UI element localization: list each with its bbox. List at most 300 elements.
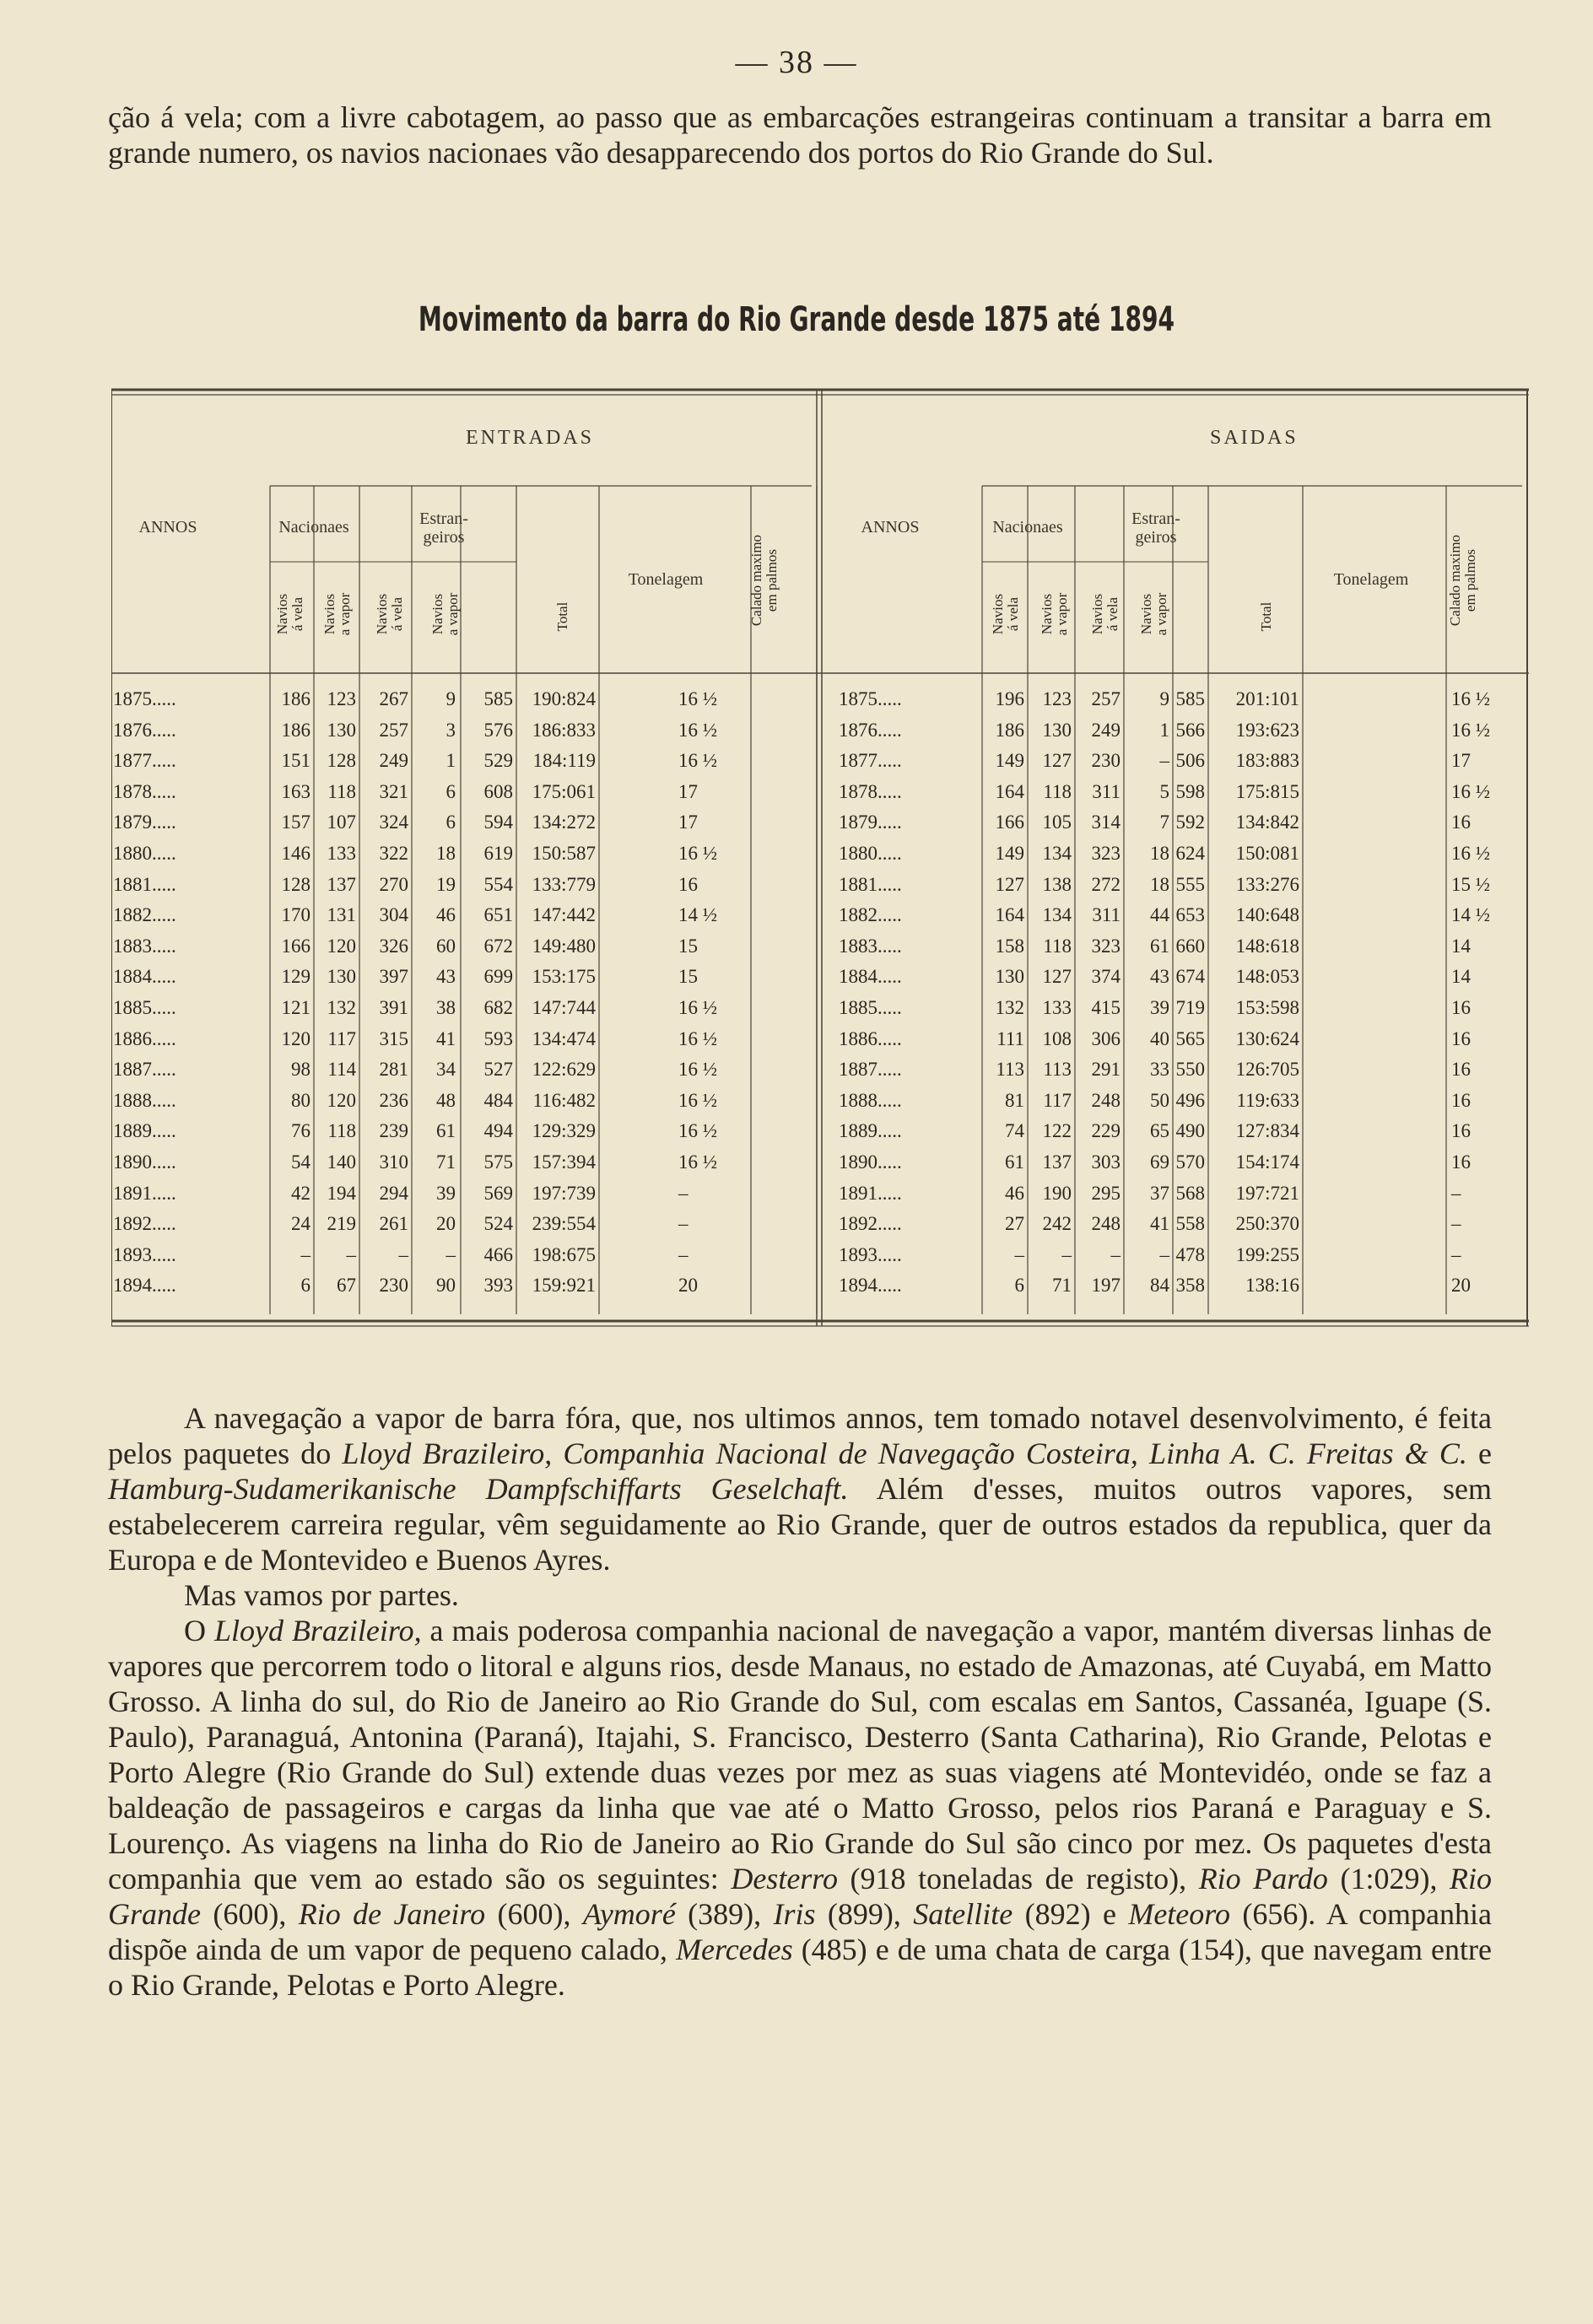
saidas-tonelagem-cell: 193:623 [1235, 719, 1299, 741]
saidas-estrangeiros-vapor-cell: 37 [1150, 1182, 1169, 1204]
saidas-calado-cell: – [1451, 1243, 1461, 1265]
saidas-nacionaes-vela-cell: 81 [1005, 1089, 1024, 1111]
saidas-anno-cell: 1889..... [839, 1120, 902, 1142]
saidas-total-cell: 566 [1175, 719, 1205, 741]
entradas-estrangeiros-vapor-cell: 48 [436, 1089, 456, 1111]
entradas-estrangeiros-vela-cell: 321 [379, 780, 408, 802]
entradas-nacionaes-vela-cell: 80 [291, 1089, 310, 1111]
navios-vapor-header-nac-sai: Navios a vapor [1039, 592, 1070, 636]
annos-header-entradas: ANNOS [138, 518, 197, 537]
entradas-calado-cell: 15 [678, 966, 698, 988]
saidas-tonelagem-cell: 148:618 [1235, 935, 1299, 957]
entradas-anno-cell: 1890..... [113, 1151, 176, 1173]
saidas-total-cell: 570 [1175, 1151, 1205, 1173]
saidas-nacionaes-vela-cell: 186 [995, 719, 1024, 741]
ship-rio-grande: Rio Grande [108, 1862, 1493, 1931]
entradas-estrangeiros-vela-cell: 324 [379, 812, 408, 833]
saidas-estrangeiros-vapor-cell: 7 [1159, 812, 1169, 833]
saidas-tonelagem-cell: 154:174 [1235, 1151, 1299, 1173]
entradas-total-cell: 608 [483, 780, 513, 802]
entradas-calado-cell: 16 ½ [678, 997, 717, 1018]
entradas-estrangeiros-vela-cell: 261 [379, 1213, 408, 1235]
saidas-calado-cell: 16 [1451, 1120, 1471, 1142]
entradas-anno-cell: 1880..... [113, 843, 176, 864]
saidas-total-cell: 555 [1175, 873, 1205, 895]
entradas-tonelagem-cell: 197:739 [532, 1182, 596, 1204]
saidas-estrangeiros-vapor-cell: 44 [1150, 904, 1169, 926]
saidas-anno-cell: 1891..... [839, 1182, 902, 1204]
entradas-total-cell: 484 [483, 1089, 513, 1111]
entradas-tonelagem-cell: 134:474 [532, 1027, 596, 1049]
entradas-estrangeiros-vapor-cell: 34 [436, 1059, 456, 1081]
nacionaes-header-saidas: Nacionaes [992, 518, 1063, 537]
saidas-calado-cell: – [1451, 1182, 1461, 1204]
saidas-estrangeiros-vapor-cell: 43 [1150, 966, 1169, 988]
entradas-anno-cell: 1894..... [113, 1275, 176, 1297]
saidas-estrangeiros-vapor-cell: – [1159, 750, 1169, 772]
saidas-total-cell: 506 [1175, 750, 1205, 772]
saidas-tonelagem-cell: 133:276 [1235, 873, 1299, 895]
entradas-tonelagem-cell: 147:744 [532, 997, 596, 1018]
entradas-nacionaes-vapor-cell: 67 [337, 1275, 356, 1297]
entradas-total-cell: 466 [483, 1243, 513, 1265]
saidas-estrangeiros-vela-cell: 303 [1091, 1151, 1120, 1173]
entradas-tonelagem-cell: 175:061 [532, 780, 596, 802]
entradas-anno-cell: 1883..... [113, 935, 176, 957]
entradas-nacionaes-vapor-cell: 120 [327, 935, 356, 957]
saidas-estrangeiros-vela-cell: 291 [1091, 1059, 1120, 1081]
entradas-tonelagem-cell: 198:675 [532, 1243, 596, 1265]
saidas-estrangeiros-vapor-cell: 33 [1150, 1059, 1169, 1081]
saidas-total-cell: 496 [1175, 1089, 1205, 1111]
entradas-nacionaes-vapor-cell: 117 [327, 1027, 356, 1049]
entradas-anno-cell: 1879..... [113, 812, 176, 833]
p3-text-h: (899), [815, 1897, 914, 1931]
saidas-anno-cell: 1888..... [839, 1089, 902, 1111]
entradas-calado-cell: 16 [678, 873, 698, 895]
entradas-estrangeiros-vela-cell: 249 [379, 750, 408, 772]
entradas-calado-cell: – [678, 1243, 688, 1265]
ship-mercedes: Mercedes [676, 1933, 793, 1966]
saidas-anno-cell: 1893..... [839, 1243, 902, 1265]
p1-text-c: Além d'esses, muitos outros vapores, sem estabelecerem carreira regular, vêm seguidamente ao Rio Grande, quer de outros estados da republica, quer da Europa e de Montevideo e Buenos Ayres. [108, 1472, 1492, 1577]
entradas-nacionaes-vela-cell: 98 [291, 1059, 310, 1081]
saidas-calado-cell: 14 ½ [1451, 904, 1490, 926]
entradas-estrangeiros-vela-cell: 326 [379, 935, 408, 957]
p1-companies: Lloyd Brazileiro, Companhia Nacional de Navegação Costeira, Linha A. C. Freitas & C. [342, 1437, 1467, 1470]
entradas-tonelagem-cell: 129:329 [532, 1120, 596, 1142]
entradas-tonelagem-cell: 149:480 [532, 935, 596, 957]
saidas-nacionaes-vapor-cell: 105 [1042, 812, 1072, 833]
p3-text-l: (485) e de uma chata de carga (154), que navegam entre o Rio Grande, Pelotas e Porto Alegre. [108, 1933, 1492, 2002]
saidas-nacionaes-vela-cell: 164 [995, 780, 1024, 802]
entradas-nacionaes-vapor-cell: 118 [327, 780, 356, 802]
saidas-nacionaes-vapor-cell: 133 [1042, 997, 1072, 1018]
saidas-nacionaes-vela-cell: 164 [995, 904, 1024, 926]
entradas-calado-cell: – [678, 1213, 688, 1235]
entradas-total-cell: 393 [483, 1275, 513, 1297]
entradas-estrangeiros-vapor-cell: 1 [446, 750, 456, 772]
saidas-tonelagem-cell: 140:648 [1235, 904, 1299, 926]
saidas-nacionaes-vapor-cell: 117 [1043, 1089, 1072, 1111]
entradas-estrangeiros-vela-cell: 270 [379, 873, 408, 895]
entradas-nacionaes-vapor-cell: 118 [327, 1120, 356, 1142]
navios-vapor-header-nac-ent: Navios a vapor [321, 592, 353, 636]
entradas-total-cell: 494 [483, 1120, 513, 1142]
entradas-calado-cell: 16 ½ [678, 688, 717, 709]
saidas-calado-cell: – [1451, 1213, 1461, 1235]
entradas-total-cell: 529 [483, 750, 513, 772]
saidas-nacionaes-vela-cell: 132 [995, 997, 1024, 1018]
entradas-nacionaes-vela-cell: 76 [291, 1120, 310, 1142]
p1-hamburg: Hamburg-Sudamerikanische Dampfschiffarts Geselchaft. [108, 1472, 849, 1506]
entradas-estrangeiros-vela-cell: 315 [379, 1027, 408, 1049]
entradas-anno-cell: 1885..... [113, 997, 176, 1018]
saidas-estrangeiros-vapor-cell: 9 [1159, 688, 1169, 709]
calado-header-entradas: Calado maximo em palmos [748, 534, 780, 627]
saidas-nacionaes-vapor-cell: 118 [1043, 780, 1072, 802]
entradas-estrangeiros-vela-cell: 304 [379, 904, 408, 926]
saidas-nacionaes-vela-cell: 149 [995, 843, 1024, 864]
saidas-nacionaes-vapor-cell: 108 [1042, 1027, 1072, 1049]
saidas-estrangeiros-vela-cell: 248 [1091, 1089, 1120, 1111]
entradas-estrangeiros-vapor-cell: 6 [446, 780, 456, 802]
saidas-estrangeiros-vela-cell: 415 [1091, 997, 1120, 1018]
saidas-estrangeiros-vela-cell: 229 [1091, 1120, 1120, 1142]
entradas-tonelagem-cell: 116:482 [532, 1089, 596, 1111]
entradas-nacionaes-vapor-cell: 140 [327, 1151, 356, 1173]
entradas-anno-cell: 1887..... [113, 1059, 176, 1081]
entradas-nacionaes-vapor-cell: 137 [327, 873, 356, 895]
saidas-calado-cell: 16 [1451, 997, 1471, 1018]
saidas-nacionaes-vela-cell: – [1014, 1243, 1024, 1265]
entradas-nacionaes-vela-cell: 42 [291, 1182, 310, 1204]
saidas-nacionaes-vela-cell: 166 [995, 812, 1024, 833]
saidas-nacionaes-vela-cell: 149 [995, 750, 1024, 772]
saidas-estrangeiros-vela-cell: 311 [1092, 780, 1120, 802]
entradas-nacionaes-vapor-cell: 194 [327, 1182, 356, 1204]
saidas-nacionaes-vapor-cell: 130 [1042, 719, 1072, 741]
saidas-estrangeiros-vela-cell: – [1110, 1243, 1120, 1265]
entradas-estrangeiros-vapor-cell: 3 [446, 719, 456, 741]
entradas-estrangeiros-vela-cell: 322 [379, 843, 408, 864]
saidas-estrangeiros-vapor-cell: 69 [1150, 1151, 1169, 1173]
entradas-calado-cell: 14 ½ [678, 904, 717, 926]
saidas-anno-cell: 1887..... [839, 1059, 902, 1081]
entradas-nacionaes-vapor-cell: 132 [327, 997, 356, 1018]
entradas-nacionaes-vela-cell: 170 [281, 904, 310, 926]
entradas-estrangeiros-vapor-cell: 41 [436, 1027, 456, 1049]
tonelagem-header-entradas: Tonelagem [628, 570, 704, 589]
entradas-estrangeiros-vela-cell: – [398, 1243, 408, 1265]
navios-vela-header-est-sai: Navios á vela [1089, 593, 1120, 635]
entradas-nacionaes-vela-cell: 146 [281, 843, 310, 864]
saidas-tonelagem-cell: 183:883 [1235, 750, 1299, 772]
entradas-nacionaes-vapor-cell: 120 [327, 1089, 356, 1111]
saidas-estrangeiros-vela-cell: 374 [1091, 966, 1120, 988]
table-title: Movimento da barra do Rio Grande desde 1875 até 1894 [418, 300, 1175, 339]
entradas-total-cell: 682 [483, 997, 513, 1018]
p3-text-a: O [184, 1614, 214, 1647]
saidas-anno-cell: 1875..... [839, 688, 902, 709]
saidas-tonelagem-cell: 199:255 [1235, 1243, 1299, 1265]
entradas-nacionaes-vela-cell: 120 [281, 1027, 310, 1049]
entradas-anno-cell: 1882..... [113, 904, 176, 926]
entradas-anno-cell: 1876..... [113, 719, 176, 741]
entradas-header: ENTRADAS [466, 427, 595, 449]
saidas-nacionaes-vapor-cell: 134 [1042, 843, 1072, 864]
saidas-total-cell: 674 [1175, 966, 1205, 988]
saidas-total-cell: 478 [1175, 1243, 1205, 1265]
saidas-calado-cell: 16 [1451, 1027, 1471, 1049]
ship-rio-de-janeiro: Rio de Janeiro [298, 1897, 486, 1931]
saidas-calado-cell: 16 [1451, 1151, 1471, 1173]
entradas-nacionaes-vela-cell: – [300, 1243, 310, 1265]
entradas-estrangeiros-vapor-cell: 46 [436, 904, 456, 926]
entradas-nacionaes-vela-cell: 6 [300, 1275, 310, 1297]
entradas-calado-cell: 15 [678, 935, 698, 957]
navios-vapor-header-est-sai: Navios a vapor [1138, 592, 1169, 636]
saidas-total-cell: 550 [1175, 1059, 1205, 1081]
calado-header-saidas: Calado maximo em palmos [1447, 534, 1478, 627]
navios-vela-header-nac-ent: Navios á vela [274, 593, 305, 635]
saidas-estrangeiros-vapor-cell: 50 [1150, 1089, 1169, 1111]
entradas-calado-cell: 16 ½ [678, 1120, 717, 1142]
saidas-anno-cell: 1879..... [839, 812, 902, 833]
page-number: — 38 — [735, 45, 858, 80]
entradas-total-cell: 594 [483, 812, 513, 833]
entradas-tonelagem-cell: 134:272 [532, 812, 596, 833]
saidas-nacionaes-vela-cell: 130 [995, 966, 1024, 988]
entradas-nacionaes-vapor-cell: – [346, 1243, 356, 1265]
saidas-estrangeiros-vela-cell: 272 [1091, 873, 1120, 895]
entradas-nacionaes-vapor-cell: 219 [327, 1213, 356, 1235]
entradas-anno-cell: 1892..... [113, 1213, 176, 1235]
saidas-anno-cell: 1883..... [839, 935, 902, 957]
entradas-calado-cell: 16 ½ [678, 1027, 717, 1049]
saidas-estrangeiros-vapor-cell: 41 [1150, 1213, 1169, 1235]
entradas-tonelagem-cell: 150:587 [532, 843, 596, 864]
saidas-estrangeiros-vela-cell: 323 [1091, 935, 1120, 957]
entradas-nacionaes-vapor-cell: 123 [327, 688, 356, 709]
entradas-anno-cell: 1878..... [113, 780, 176, 802]
entradas-estrangeiros-vela-cell: 294 [379, 1182, 408, 1204]
saidas-nacionaes-vapor-cell: 123 [1042, 688, 1072, 709]
saidas-total-cell: 592 [1175, 812, 1205, 833]
p3-text-j: (892) e [1012, 1897, 1129, 1931]
saidas-tonelagem-cell: 138:16 [1245, 1275, 1299, 1297]
entradas-calado-cell: – [678, 1182, 688, 1204]
saidas-estrangeiros-vapor-cell: 18 [1150, 873, 1169, 895]
total-header-entradas: Total [554, 601, 570, 632]
barra-movement-table [111, 386, 1529, 1329]
entradas-nacionaes-vapor-cell: 133 [327, 843, 356, 864]
saidas-estrangeiros-vapor-cell: 61 [1150, 935, 1169, 957]
ship-iris: Iris [773, 1897, 816, 1931]
entradas-calado-cell: 16 ½ [678, 1151, 717, 1173]
entradas-total-cell: 699 [483, 966, 513, 988]
entradas-nacionaes-vela-cell: 186 [281, 688, 310, 709]
ship-rio-pardo: Rio Pardo [1198, 1862, 1328, 1895]
entradas-tonelagem-cell: 184:119 [532, 750, 596, 772]
entradas-estrangeiros-vapor-cell: 20 [436, 1213, 456, 1235]
entradas-tonelagem-cell: 186:833 [532, 719, 596, 741]
saidas-anno-cell: 1882..... [839, 904, 902, 926]
entradas-nacionaes-vela-cell: 157 [281, 812, 310, 833]
saidas-calado-cell: 16 ½ [1451, 843, 1490, 864]
entradas-estrangeiros-vapor-cell: 39 [436, 1182, 456, 1204]
saidas-nacionaes-vela-cell: 74 [1005, 1120, 1024, 1142]
entradas-calado-cell: 16 ½ [678, 1059, 717, 1081]
saidas-total-cell: 490 [1175, 1120, 1205, 1142]
saidas-tonelagem-cell: 127:834 [1235, 1120, 1299, 1142]
annos-header-saidas: ANNOS [861, 518, 920, 537]
entradas-estrangeiros-vela-cell: 267 [379, 688, 408, 709]
saidas-tonelagem-cell: 175:815 [1235, 780, 1299, 802]
entradas-calado-cell: 17 [678, 812, 698, 833]
entradas-total-cell: 585 [483, 688, 513, 709]
entradas-calado-cell: 20 [678, 1275, 698, 1297]
entradas-anno-cell: 1875..... [113, 688, 176, 709]
entradas-total-cell: 651 [483, 904, 513, 926]
saidas-tonelagem-cell: 150:081 [1235, 843, 1299, 864]
saidas-nacionaes-vela-cell: 111 [996, 1027, 1024, 1049]
entradas-nacionaes-vela-cell: 129 [281, 966, 310, 988]
entradas-calado-cell: 16 ½ [678, 719, 717, 741]
saidas-calado-cell: 16 ½ [1451, 780, 1490, 802]
saidas-nacionaes-vapor-cell: – [1061, 1243, 1072, 1265]
saidas-tonelagem-cell: 119:633 [1236, 1089, 1299, 1111]
saidas-total-cell: 585 [1175, 688, 1205, 709]
saidas-tonelagem-cell: 153:598 [1235, 997, 1299, 1018]
entradas-tonelagem-cell: 147:442 [532, 904, 596, 926]
saidas-estrangeiros-vela-cell: 249 [1091, 719, 1120, 741]
saidas-total-cell: 568 [1175, 1182, 1205, 1204]
saidas-calado-cell: 16 [1451, 1089, 1471, 1111]
entradas-total-cell: 569 [483, 1182, 513, 1204]
entradas-calado-cell: 16 ½ [678, 750, 717, 772]
entradas-estrangeiros-vapor-cell: 90 [436, 1275, 456, 1297]
entradas-estrangeiros-vapor-cell: 18 [436, 843, 456, 864]
p3-text-f: (600), [485, 1897, 583, 1931]
saidas-nacionaes-vela-cell: 158 [995, 935, 1024, 957]
entradas-total-cell: 672 [483, 935, 513, 957]
navios-vapor-header-est-ent: Navios a vapor [429, 592, 461, 636]
saidas-estrangeiros-vela-cell: 314 [1091, 812, 1120, 833]
saidas-tonelagem-cell: 126:705 [1235, 1059, 1299, 1081]
saidas-anno-cell: 1884..... [839, 966, 902, 988]
ship-satellite: Satellite [913, 1897, 1013, 1931]
saidas-nacionaes-vela-cell: 196 [995, 688, 1024, 709]
saidas-total-cell: 624 [1175, 843, 1205, 864]
entradas-nacionaes-vela-cell: 186 [281, 719, 310, 741]
saidas-estrangeiros-vapor-cell: 65 [1150, 1120, 1169, 1142]
ship-meteoro: Meteoro [1128, 1897, 1230, 1931]
saidas-calado-cell: 16 [1451, 1059, 1471, 1081]
saidas-total-cell: 565 [1175, 1027, 1205, 1049]
saidas-nacionaes-vapor-cell: 138 [1042, 873, 1072, 895]
entradas-anno-cell: 1884..... [113, 966, 176, 988]
p1-text-a: A navegação a vapor de barra fóra, que, nos ultimos annos, tem tomado notavel desenvolvimento, é feita pelos paquetes do [108, 1401, 1492, 1470]
entradas-estrangeiros-vapor-cell: 38 [436, 997, 456, 1018]
saidas-total-cell: 598 [1175, 780, 1205, 802]
entradas-total-cell: 524 [483, 1213, 513, 1235]
saidas-nacionaes-vela-cell: 113 [996, 1059, 1024, 1081]
entradas-estrangeiros-vela-cell: 391 [379, 997, 408, 1018]
nacionaes-header-entradas: Nacionaes [278, 518, 349, 537]
entradas-tonelagem-cell: 239:554 [532, 1213, 596, 1235]
navios-vela-header-est-ent: Navios á vela [374, 593, 405, 635]
saidas-nacionaes-vapor-cell: 113 [1043, 1059, 1072, 1081]
entradas-estrangeiros-vapor-cell: 71 [436, 1151, 456, 1173]
saidas-anno-cell: 1881..... [839, 873, 902, 895]
entradas-anno-cell: 1893..... [113, 1243, 176, 1265]
saidas-nacionaes-vapor-cell: 122 [1042, 1120, 1072, 1142]
saidas-calado-cell: 20 [1451, 1275, 1471, 1297]
saidas-anno-cell: 1880..... [839, 843, 902, 864]
p3-text-b: a mais poderosa companhia nacional de navegação a vapor, mantém diversas linhas de vapores que percorrem todo o litoral e alguns rios, desde Manaus, no estado de Amazonas, até Cuyabá, em Matto Grosso. A linha do sul, do Rio de Janeiro ao Rio Grande do Sul, com escalas em Santos, Cassanéa, Iguape (S. Paulo), Paranaguá, Antonina (Paraná), Itajahi, S. Francisco, Desterro (Santa Catharina), Rio Grande, Pelotas e Porto Alegre (Rio Grande do Sul) extende duas vezes por mez as suas viagens até Montevidéo, onde se faz a baldeação de passageiros e cargas da linha que vae até o Matto Grosso, pelos rios Paraná e Paraguay e S. Lourenço. As viagens na linha do Rio de Janeiro ao Rio Grande do Sul são cinco por mez. Os paquetes d'esta companhia que vem ao estado são os seguintes: [108, 1614, 1492, 1895]
entradas-nacionaes-vapor-cell: 107 [327, 812, 356, 833]
entradas-estrangeiros-vapor-cell: 19 [436, 873, 456, 895]
saidas-anno-cell: 1878..... [839, 780, 902, 802]
p3-text-g: (389), [675, 1897, 774, 1931]
saidas-total-cell: 719 [1175, 997, 1205, 1018]
entradas-total-cell: 554 [483, 873, 513, 895]
entradas-estrangeiros-vela-cell: 310 [379, 1151, 408, 1173]
saidas-estrangeiros-vapor-cell: 40 [1150, 1027, 1169, 1049]
entradas-nacionaes-vapor-cell: 131 [327, 904, 356, 926]
saidas-estrangeiros-vapor-cell: 39 [1150, 997, 1169, 1018]
saidas-anno-cell: 1892..... [839, 1213, 902, 1235]
saidas-nacionaes-vapor-cell: 127 [1042, 750, 1072, 772]
entradas-estrangeiros-vela-cell: 236 [379, 1089, 408, 1111]
saidas-estrangeiros-vela-cell: 306 [1091, 1027, 1120, 1049]
saidas-total-cell: 653 [1175, 904, 1205, 926]
saidas-total-cell: 558 [1175, 1213, 1205, 1235]
saidas-anno-cell: 1894..... [839, 1275, 902, 1297]
p3-text-e: (600), [201, 1897, 299, 1931]
lloyd-paragraph [108, 1613, 1492, 2003]
saidas-nacionaes-vela-cell: 127 [995, 873, 1024, 895]
entradas-calado-cell: 16 ½ [678, 843, 717, 864]
saidas-estrangeiros-vela-cell: 197 [1091, 1275, 1120, 1297]
entradas-total-cell: 593 [483, 1027, 513, 1049]
saidas-tonelagem-cell: 201:101 [1235, 688, 1299, 709]
navegacao-paragraph [108, 1400, 1492, 1577]
saidas-estrangeiros-vapor-cell: – [1159, 1243, 1169, 1265]
saidas-estrangeiros-vapor-cell: 5 [1159, 780, 1169, 802]
saidas-estrangeiros-vela-cell: 257 [1091, 688, 1120, 709]
saidas-nacionaes-vapor-cell: 127 [1042, 966, 1072, 988]
entradas-total-cell: 619 [483, 843, 513, 864]
entradas-nacionaes-vapor-cell: 128 [327, 750, 356, 772]
saidas-nacionaes-vela-cell: 27 [1005, 1213, 1024, 1235]
p3-text-c: (918 toneladas de registo), [837, 1862, 1199, 1895]
ship-aymore: Aymoré [582, 1897, 676, 1931]
saidas-anno-cell: 1877..... [839, 750, 902, 772]
saidas-estrangeiros-vela-cell: 295 [1091, 1182, 1120, 1204]
entradas-tonelagem-cell: 190:824 [532, 688, 596, 709]
entradas-tonelagem-cell: 159:921 [532, 1275, 596, 1297]
saidas-calado-cell: 16 [1451, 812, 1471, 833]
entradas-total-cell: 576 [483, 719, 513, 741]
total-header-saidas: Total [1258, 601, 1274, 632]
saidas-tonelagem-cell: 250:370 [1235, 1213, 1299, 1235]
saidas-estrangeiros-vela-cell: 311 [1092, 904, 1120, 926]
saidas-tonelagem-cell: 130:624 [1235, 1027, 1299, 1049]
entradas-estrangeiros-vela-cell: 397 [379, 966, 408, 988]
saidas-nacionaes-vapor-cell: 134 [1042, 904, 1072, 926]
